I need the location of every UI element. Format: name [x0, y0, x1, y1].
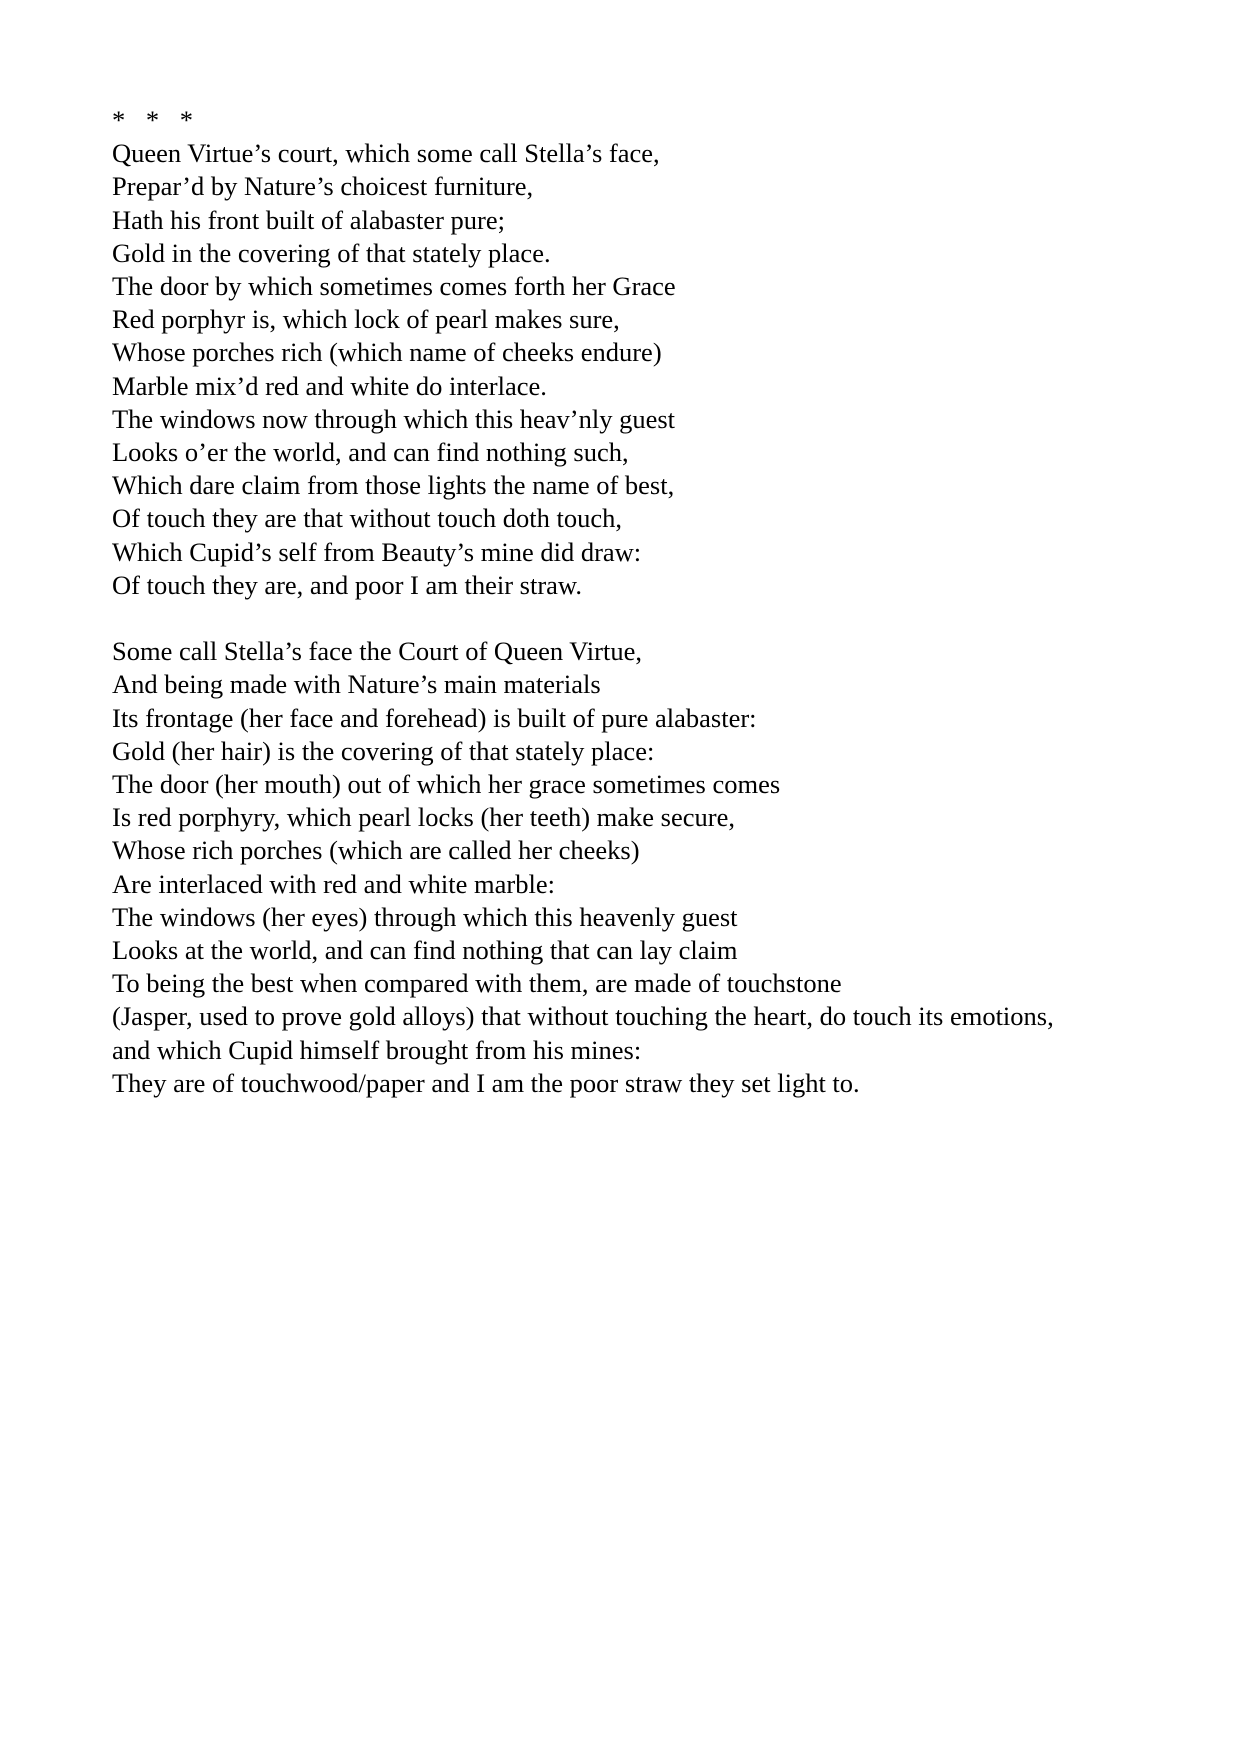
- paraphrase-line: and which Cupid himself brought from his mines:: [112, 1034, 642, 1065]
- paraphrase-line: To being the best when compared with them, are made of touchstone: [112, 968, 842, 999]
- paraphrase-line: They are of touchwood/paper and I am the poor straw they set light to.: [112, 1067, 860, 1098]
- paraphrase-line: Gold (her hair) is the covering of that stately place:: [112, 735, 655, 766]
- paraphrase-line: Are interlaced with red and white marble:: [112, 868, 555, 899]
- paraphrase-line: Is red porphyry, which pearl locks (her teeth) make secure,: [112, 802, 735, 833]
- paraphrase-line: Whose rich porches (which are called her cheeks): [112, 835, 640, 866]
- sonnet-line: The door by which sometimes comes forth her Grace: [112, 271, 676, 301]
- section-separator: * * *: [112, 105, 195, 135]
- sonnet-line: Whose porches rich (which name of cheeks endure): [112, 337, 662, 368]
- sonnet-stanza: [112, 137, 1202, 602]
- paraphrase-line: The door (her mouth) out of which her grace sometimes comes: [112, 769, 781, 800]
- sonnet-line: The windows now through which this heav’nly guest: [112, 403, 676, 434]
- paraphrase-line: Its frontage (her face and forehead) is built of pure alabaster:: [112, 702, 757, 733]
- sonnet-line: Marble mix’d red and white do interlace.: [112, 370, 547, 401]
- sonnet-line: Prepar’d by Nature’s choicest furniture,: [112, 171, 534, 202]
- paraphrase-line: And being made with Nature’s main materials: [112, 669, 601, 700]
- paraphrase-line: Some call Stella’s face the Court of Queen Virtue,: [112, 636, 642, 667]
- sonnet-line: Which Cupid’s self from Beauty’s mine did draw:: [112, 536, 642, 567]
- paraphrase-line: Looks at the world, and can find nothing that can lay claim: [112, 935, 738, 966]
- sonnet-line: Red porphyr is, which lock of pearl makes sure,: [112, 304, 620, 335]
- sonnet-line: Of touch they are, and poor I am their straw.: [112, 569, 582, 600]
- document-body: [112, 104, 1202, 1100]
- sonnet-line: Of touch they are that without touch doth touch,: [112, 503, 623, 534]
- sonnet-line: Queen Virtue’s court, which some call Stella’s face,: [112, 138, 660, 169]
- sonnet-line: Hath his front built of alabaster pure;: [112, 204, 505, 235]
- paraphrase-line: (Jasper, used to prove gold alloys) that without touching the heart, do touch its emotions,: [112, 1001, 1054, 1032]
- paraphrase-line: The windows (her eyes) through which this heavenly guest: [112, 901, 738, 932]
- sonnet-line: Looks o’er the world, and can find nothing such,: [112, 437, 629, 468]
- sonnet-line: Gold in the covering of that stately place.: [112, 237, 551, 268]
- sonnet-line: Which dare claim from those lights the name of best,: [112, 470, 675, 501]
- paraphrase-stanza: [112, 635, 1202, 1100]
